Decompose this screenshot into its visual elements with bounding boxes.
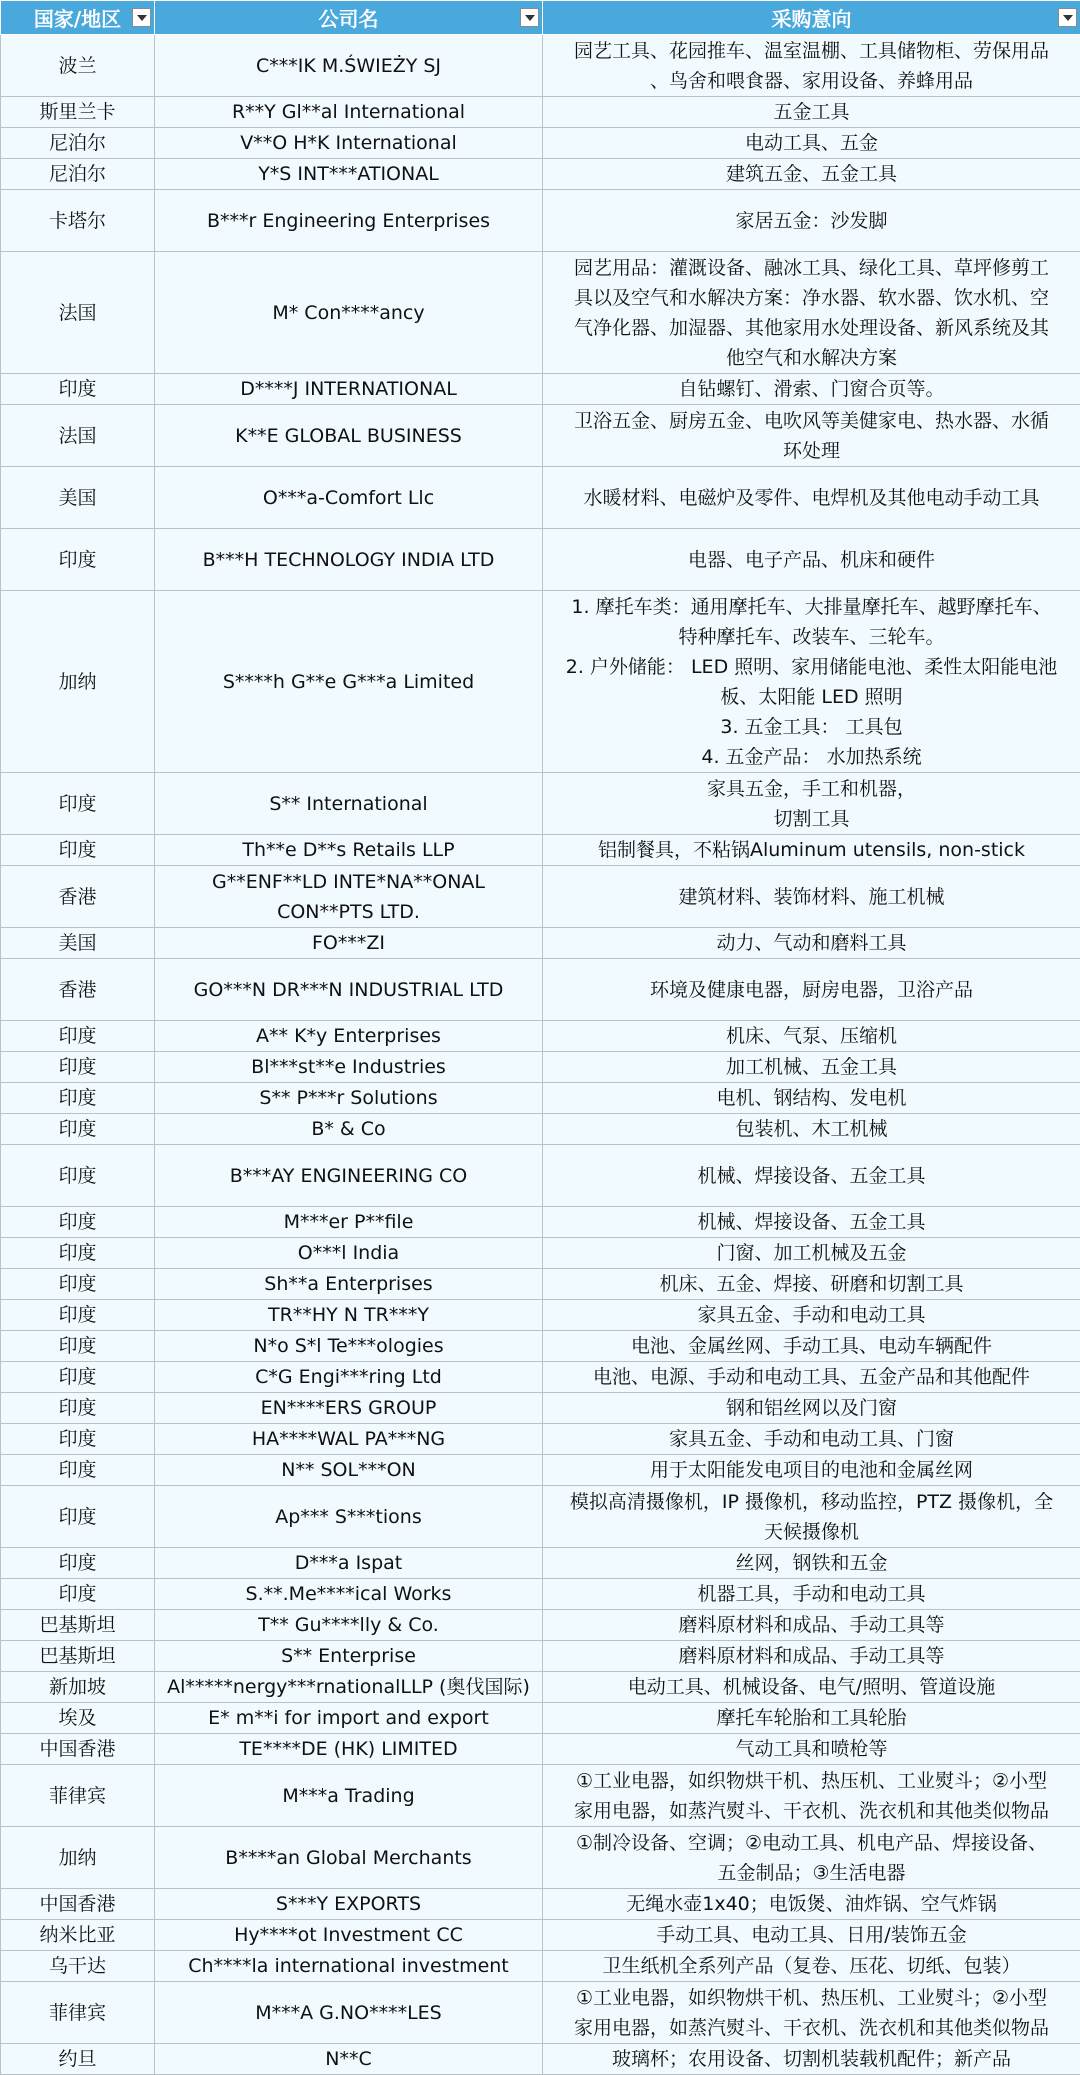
- table-row: [1, 1548, 1080, 1579]
- table-row: [1, 1920, 1080, 1951]
- company-cell[interactable]: D****J INTERNATIONAL: [155, 374, 543, 405]
- country-cell[interactable]: 斯里兰卡: [1, 97, 155, 128]
- company-cell[interactable]: T** Gu****lly & Co.: [155, 1610, 543, 1641]
- company-cell[interactable]: Ap*** S***tions: [155, 1486, 543, 1548]
- company-cell[interactable]: S** International: [155, 773, 543, 835]
- company-cell[interactable]: S***Y EXPORTS: [155, 1889, 543, 1920]
- company-cell[interactable]: B***H TECHNOLOGY INDIA LTD: [155, 529, 543, 591]
- intent-cell[interactable]: 建筑五金、五金工具: [543, 159, 1080, 190]
- country-cell[interactable]: 印度: [1, 1083, 155, 1114]
- table-row: [1, 1579, 1080, 1610]
- company-cell[interactable]: B* & Co: [155, 1114, 543, 1145]
- table-row: [1, 773, 1080, 835]
- intent-cell[interactable]: 铝制餐具，不粘锅Aluminum utensils, non-stick: [543, 835, 1080, 866]
- country-cell[interactable]: 纳米比亚: [1, 1920, 155, 1951]
- filter-dropdown-icon[interactable]: [132, 8, 151, 27]
- table-row: [1, 1114, 1080, 1145]
- table-row: [1, 1331, 1080, 1362]
- company-cell[interactable]: EN****ERS GROUP: [155, 1393, 543, 1424]
- intent-cell[interactable]: 自钻螺钉、滑索、门窗合页等。: [543, 374, 1080, 405]
- table-row: [1, 1610, 1080, 1641]
- intent-cell[interactable]: 五金工具: [543, 97, 1080, 128]
- intent-cell[interactable]: 无绳水壶1x40；电饭煲、油炸锅、空气炸锅: [543, 1889, 1080, 1920]
- intent-cell[interactable]: 气动工具和喷枪等: [543, 1734, 1080, 1765]
- company-cell[interactable]: S.**.Me****ical Works: [155, 1579, 543, 1610]
- table-row: [1, 1300, 1080, 1331]
- header-row: [1, 1, 1080, 35]
- table-row: [1, 1207, 1080, 1238]
- company-cell[interactable]: K**E GLOBAL BUSINESS: [155, 405, 543, 467]
- intent-cell[interactable]: 机床、五金、焊接、研磨和切割工具: [543, 1269, 1080, 1300]
- table-row: [1, 1238, 1080, 1269]
- table-row: [1, 1083, 1080, 1114]
- country-cell[interactable]: 美国: [1, 928, 155, 959]
- intent-cell[interactable]: 水暖材料、电磁炉及零件、电焊机及其他电动手动工具: [543, 467, 1080, 529]
- company-cell[interactable]: Al*****nergy***rnationalLLP (奥伐国际): [155, 1672, 543, 1703]
- table-row: [1, 959, 1080, 1021]
- company-cell[interactable]: S****h G**e G***a Limited: [155, 591, 543, 773]
- table-row: [1, 1393, 1080, 1424]
- intent-cell[interactable]: 家具五金，手工和机器， 切割工具: [543, 773, 1080, 835]
- company-cell[interactable]: A** K*y Enterprises: [155, 1021, 543, 1052]
- table-row: [1, 1455, 1080, 1486]
- company-cell[interactable]: B****an Global Merchants: [155, 1827, 543, 1889]
- country-cell[interactable]: 加纳: [1, 591, 155, 773]
- intent-cell[interactable]: 电机、钢结构、发电机: [543, 1083, 1080, 1114]
- company-cell[interactable]: E* m**i for import and export: [155, 1703, 543, 1734]
- table-row: [1, 2044, 1080, 2075]
- intent-cell[interactable]: ①工业电器，如织物烘干机、热压机、工业熨斗；②小型 家用电器，如蒸汽熨斗、干衣机、洗衣机和其他类似物品: [543, 1765, 1080, 1827]
- country-cell[interactable]: 印度: [1, 1424, 155, 1455]
- company-cell[interactable]: TE****DE (HK) LIMITED: [155, 1734, 543, 1765]
- company-cell[interactable]: C*G Engi***ring Ltd: [155, 1362, 543, 1393]
- table-row: [1, 1703, 1080, 1734]
- country-cell[interactable]: 印度: [1, 1362, 155, 1393]
- country-cell[interactable]: 加纳: [1, 1827, 155, 1889]
- table-row: [1, 1765, 1080, 1827]
- table-row: [1, 159, 1080, 190]
- company-cell[interactable]: N*o S*l Te***ologies: [155, 1331, 543, 1362]
- intent-cell[interactable]: 电动工具、机械设备、电气/照明、管道设施: [543, 1672, 1080, 1703]
- table-row: [1, 97, 1080, 128]
- intent-cell[interactable]: 卫生纸机全系列产品（复卷、压花、切纸、包装）: [543, 1951, 1080, 1982]
- intent-cell[interactable]: 建筑材料、装饰材料、施工机械: [543, 866, 1080, 928]
- table-row: [1, 374, 1080, 405]
- intent-cell[interactable]: 电池、金属丝网、手动工具、电动车辆配件: [543, 1331, 1080, 1362]
- company-cell[interactable]: N**C: [155, 2044, 543, 2075]
- intent-cell[interactable]: 动力、气动和磨料工具: [543, 928, 1080, 959]
- header-company[interactable]: 公司名: [155, 1, 543, 35]
- table-row: [1, 1734, 1080, 1765]
- table-row: [1, 1889, 1080, 1920]
- country-cell[interactable]: 法国: [1, 252, 155, 374]
- table-row: [1, 190, 1080, 252]
- country-cell[interactable]: 印度: [1, 1052, 155, 1083]
- company-cell[interactable]: Hy****ot Investment CC: [155, 1920, 543, 1951]
- intent-cell[interactable]: 模拟高清摄像机，IP 摄像机，移动监控，PTZ 摄像机，全 天候摄像机: [543, 1486, 1080, 1548]
- country-cell[interactable]: 印度: [1, 1579, 155, 1610]
- company-cell[interactable]: S** Enterprise: [155, 1641, 543, 1672]
- intent-cell[interactable]: 家具五金、手动和电动工具: [543, 1300, 1080, 1331]
- intent-cell[interactable]: 电池、电源、手动和电动工具、五金产品和其他配件: [543, 1362, 1080, 1393]
- company-cell[interactable]: Th**e D**s Retails LLP: [155, 835, 543, 866]
- country-cell[interactable]: 乌干达: [1, 1951, 155, 1982]
- company-cell[interactable]: O***a-Comfort Llc: [155, 467, 543, 529]
- intent-cell[interactable]: 玻璃杯；农用设备、切割机装载机配件；新产品: [543, 2044, 1080, 2075]
- company-cell[interactable]: M***er P**file: [155, 1207, 543, 1238]
- country-cell[interactable]: 尼泊尔: [1, 159, 155, 190]
- intent-cell[interactable]: 钢和铝丝网以及门窗: [543, 1393, 1080, 1424]
- company-cell[interactable]: M* Con****ancy: [155, 252, 543, 374]
- company-cell[interactable]: HA****WAL PA***NG: [155, 1424, 543, 1455]
- country-cell[interactable]: 香港: [1, 959, 155, 1021]
- company-cell[interactable]: Y*S INT***ATIONAL: [155, 159, 543, 190]
- intent-cell[interactable]: 机械、焊接设备、五金工具: [543, 1207, 1080, 1238]
- table-row: [1, 928, 1080, 959]
- country-cell[interactable]: 菲律宾: [1, 1765, 155, 1827]
- filter-dropdown-icon[interactable]: [520, 8, 539, 27]
- company-cell[interactable]: TR**HY N TR***Y: [155, 1300, 543, 1331]
- company-cell[interactable]: G**ENF**LD INTE*NA**ONAL CON**PTS LTD.: [155, 866, 543, 928]
- table-row: [1, 1827, 1080, 1889]
- country-cell[interactable]: 印度: [1, 773, 155, 835]
- intent-cell[interactable]: 电器、电子产品、机床和硬件: [543, 529, 1080, 591]
- company-cell[interactable]: B***r Engineering Enterprises: [155, 190, 543, 252]
- intent-cell[interactable]: 磨料原材料和成品、手动工具等: [543, 1641, 1080, 1672]
- intent-cell[interactable]: 包装机、木工机械: [543, 1114, 1080, 1145]
- country-cell[interactable]: 印度: [1, 1207, 155, 1238]
- intent-cell[interactable]: 门窗、加工机械及五金: [543, 1238, 1080, 1269]
- country-cell[interactable]: 中国香港: [1, 1889, 155, 1920]
- intent-cell[interactable]: 加工机械、五金工具: [543, 1052, 1080, 1083]
- header-country[interactable]: 国家/地区: [1, 1, 155, 35]
- country-cell[interactable]: 中国香港: [1, 1734, 155, 1765]
- intent-cell[interactable]: 1. 摩托车类：通用摩托车、大排量摩托车、越野摩托车、 特种摩托车、改装车、三轮车。 2. 户外储能： LED 照明、家用储能电池、柔性太阳能电池 板、太阳能 LED 照明 3. 五金工具： 工具包 4. 五金产品： 水加热系统: [543, 591, 1080, 773]
- company-cell[interactable]: B***AY ENGINEERING CO: [155, 1145, 543, 1207]
- intent-cell[interactable]: ①工业电器，如织物烘干机、热压机、工业熨斗；②小型 家用电器，如蒸汽熨斗、干衣机、洗衣机和其他类似物品: [543, 1982, 1080, 2044]
- company-cell[interactable]: V**O H*K International: [155, 128, 543, 159]
- country-cell[interactable]: 印度: [1, 1021, 155, 1052]
- country-cell[interactable]: 波兰: [1, 35, 155, 97]
- table-row: [1, 467, 1080, 529]
- company-cell[interactable]: FO***ZI: [155, 928, 543, 959]
- company-cell[interactable]: Bl***st**e Industries: [155, 1052, 543, 1083]
- country-cell[interactable]: 印度: [1, 1548, 155, 1579]
- country-cell[interactable]: 印度: [1, 835, 155, 866]
- table-row: [1, 1424, 1080, 1455]
- table-row: [1, 866, 1080, 928]
- intent-cell[interactable]: 园艺工具、花园推车、温室温棚、工具储物柜、劳保用品 、鸟舍和喂食器、家用设备、养蜂用品: [543, 35, 1080, 97]
- country-cell[interactable]: 印度: [1, 1331, 155, 1362]
- intent-cell[interactable]: 磨料原材料和成品、手动工具等: [543, 1610, 1080, 1641]
- intent-cell[interactable]: 用于太阳能发电项目的电池和金属丝网: [543, 1455, 1080, 1486]
- intent-cell[interactable]: 电动工具、五金: [543, 128, 1080, 159]
- intent-cell[interactable]: 机床、气泵、压缩机: [543, 1021, 1080, 1052]
- intent-cell[interactable]: ①制冷设备、空调；②电动工具、机电产品、焊接设备、 五金制品；③生活电器: [543, 1827, 1080, 1889]
- country-cell[interactable]: 印度: [1, 1114, 155, 1145]
- intent-cell[interactable]: 卫浴五金、厨房五金、电吹风等美健家电、热水器、水循 环处理: [543, 405, 1080, 467]
- country-cell[interactable]: 印度: [1, 1269, 155, 1300]
- country-cell[interactable]: 卡塔尔: [1, 190, 155, 252]
- intent-cell[interactable]: 机器工具，手动和电动工具: [543, 1579, 1080, 1610]
- country-cell[interactable]: 印度: [1, 1455, 155, 1486]
- company-cell[interactable]: GO***N DR***N INDUSTRIAL LTD: [155, 959, 543, 1021]
- table-row: [1, 252, 1080, 374]
- country-cell[interactable]: 印度: [1, 1238, 155, 1269]
- intent-cell[interactable]: 手动工具、电动工具、日用/装饰五金: [543, 1920, 1080, 1951]
- company-cell[interactable]: Ch****la international investment: [155, 1951, 543, 1982]
- country-cell[interactable]: 菲律宾: [1, 1982, 155, 2044]
- country-cell[interactable]: 美国: [1, 467, 155, 529]
- header-intent[interactable]: 采购意向: [543, 1, 1080, 35]
- country-cell[interactable]: 约旦: [1, 2044, 155, 2075]
- company-cell[interactable]: D***a Ispat: [155, 1548, 543, 1579]
- company-cell[interactable]: S** P***r Solutions: [155, 1083, 543, 1114]
- company-cell[interactable]: C***IK M.ŚWIEŻY SJ: [155, 35, 543, 97]
- country-cell[interactable]: 新加坡: [1, 1672, 155, 1703]
- country-cell[interactable]: 尼泊尔: [1, 128, 155, 159]
- company-cell[interactable]: Sh**a Enterprises: [155, 1269, 543, 1300]
- country-cell[interactable]: 印度: [1, 529, 155, 591]
- table-row: [1, 1052, 1080, 1083]
- table-row: [1, 1269, 1080, 1300]
- company-cell[interactable]: M***a Trading: [155, 1765, 543, 1827]
- country-cell[interactable]: 印度: [1, 1300, 155, 1331]
- table-row: [1, 1362, 1080, 1393]
- table-row: [1, 1021, 1080, 1052]
- country-cell[interactable]: 印度: [1, 374, 155, 405]
- country-cell[interactable]: 印度: [1, 1486, 155, 1548]
- intent-cell[interactable]: 丝网，钢铁和五金: [543, 1548, 1080, 1579]
- table-row: [1, 1672, 1080, 1703]
- table-row: [1, 591, 1080, 773]
- table-row: [1, 405, 1080, 467]
- company-cell[interactable]: R**Y Gl**al International: [155, 97, 543, 128]
- country-cell[interactable]: 印度: [1, 1393, 155, 1424]
- intent-cell[interactable]: 摩托车轮胎和工具轮胎: [543, 1703, 1080, 1734]
- table-row: [1, 1145, 1080, 1207]
- country-cell[interactable]: 巴基斯坦: [1, 1610, 155, 1641]
- intent-cell[interactable]: 环境及健康电器，厨房电器，卫浴产品: [543, 959, 1080, 1021]
- table-row: [1, 1951, 1080, 1982]
- intent-cell[interactable]: 机械、焊接设备、五金工具: [543, 1145, 1080, 1207]
- intent-cell[interactable]: 家具五金、手动和电动工具、门窗: [543, 1424, 1080, 1455]
- table-row: [1, 1641, 1080, 1672]
- company-cell[interactable]: N** SOL***ON: [155, 1455, 543, 1486]
- table-row: [1, 529, 1080, 591]
- country-cell[interactable]: 法国: [1, 405, 155, 467]
- table-row: [1, 1486, 1080, 1548]
- country-cell[interactable]: 印度: [1, 1145, 155, 1207]
- company-cell[interactable]: O***l India: [155, 1238, 543, 1269]
- table-row: [1, 35, 1080, 97]
- company-cell[interactable]: M***A G.NO****LES: [155, 1982, 543, 2044]
- table-row: [1, 128, 1080, 159]
- intent-cell[interactable]: 家居五金：沙发脚: [543, 190, 1080, 252]
- filter-dropdown-icon[interactable]: [1058, 8, 1077, 27]
- table-row: [1, 1982, 1080, 2044]
- table-row: [1, 835, 1080, 866]
- country-cell[interactable]: 香港: [1, 866, 155, 928]
- intent-cell[interactable]: 园艺用品：灌溉设备、融冰工具、绿化工具、草坪修剪工 具以及空气和水解决方案：净水器、软水器、饮水机、空 气净化器、加湿器、其他家用水处理设备、新风系统及其 他空气和水解决方案: [543, 252, 1080, 374]
- country-cell[interactable]: 埃及: [1, 1703, 155, 1734]
- country-cell[interactable]: 巴基斯坦: [1, 1641, 155, 1672]
